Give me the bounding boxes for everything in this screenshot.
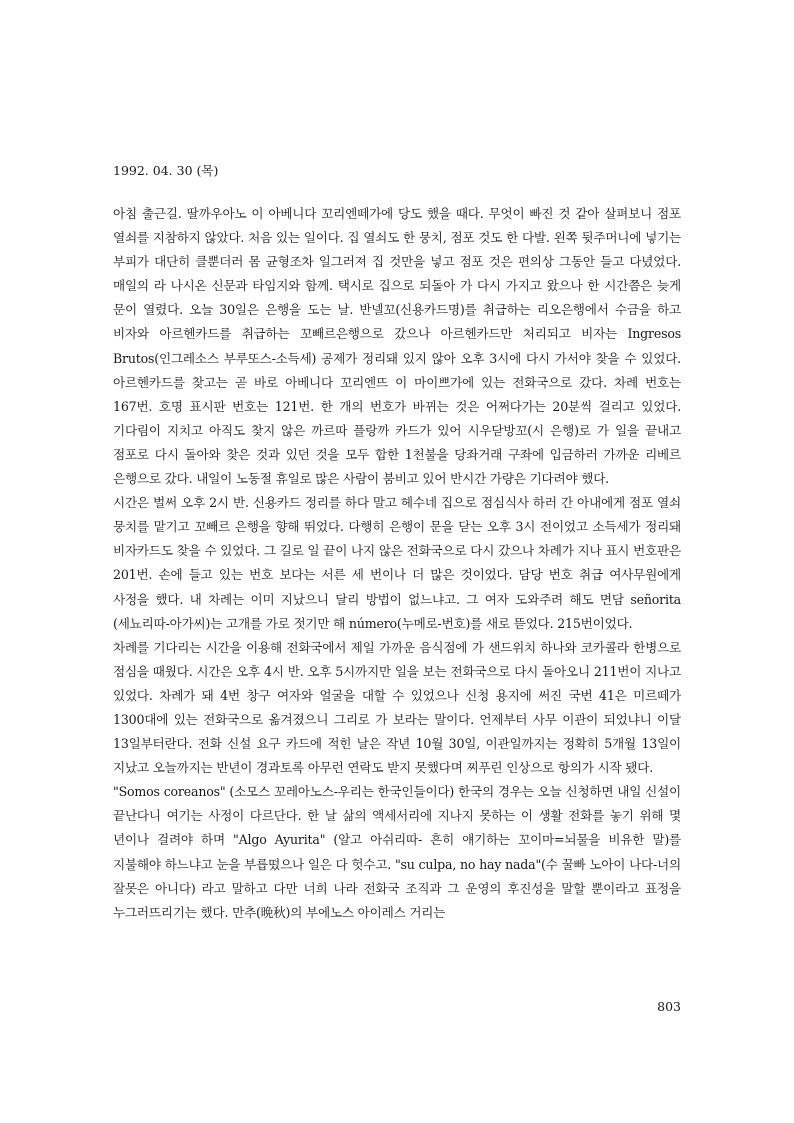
diary-date-heading: 1992. 04. 30 (목) <box>113 163 219 178</box>
page-number: 803 <box>657 999 681 1014</box>
body-paragraph: 아침 출근길. 딸까우아노 이 아베니다 꼬리엔떼가에 당도 했을 때다. 무엇이 빠진 것 같아 살펴보니 점포 열쇠를 지참하지 않았다. 처음 있는 일이다. 집 열쇠도 한 뭉치, 점포 것도 한 다발. 왼쪽 뒷주머니에 넣기는 부피가 대단히 클뿐더러 몸 균형조차 일그러져 집 것만을 넣고 점포 것은 편의상 그동안 들고 다녔었다. 매일의 라 나시온 신문과 타임지와 함께. 택시로 집으로 되돌아 가 다시 가지고 왔으나 한 시간쯤은 늦게 문이 열렸다. 오늘 30일은 은행을 도는 날. 반넬꼬(신용카드명)를 취급하는 리오은행에서 수금을 하고 비자와 아르헨카드를 취급하는 꼬빼르은행으로 갔으나 아르헨카드만 처리되고 비자는 Ingresos Brutos(인그레소스 부루또스-소득세) 공제가 정리돼 있지 않아 오후 3시에 다시 가서야 찾을 수 있었다. 아르헨카드를 찾고는 곧 바로 아베니다 꼬리엔뜨 이 마이쁘가에 있는 전화국으로 갔다. 차례 번호는 167번. 호명 표시판 번호는 121번. 한 개의 번호가 바뀌는 것은 어쩌다가는 20분씩 걸리고 있었다. 기다림이 지치고 아직도 찾지 않은 까르따 플랑까 카드가 있어 시우닫방꼬(시 은행)로 가 일을 끝내고 점포로 다시 돌아와 찾은 것과 있던 것을 모두 합한 1천불을 당좌거래 구좌에 입금하러 가까운 리베르 은행으로 갔다. 내일이 노동절 휴일로 많은 사람이 붐비고 있어 반시간 가량은 기다려야 했다. <box>113 206 681 487</box>
body-paragraph: 차례를 기다리는 시간을 이용해 전화국에서 제일 가까운 음식점에 가 샌드위치 하나와 코카콜라 한병으로 점심을 때웠다. 시간은 오후 4시 반. 오후 5시까지만 일을 보는 전화국으로 다시 돌아오니 211번이 지나고 있었다. 차례가 돼 4번 창구 여자와 얼굴을 대할 수 있었으나 신청 용지에 써진 국번 41은 미르떼가 1300대에 있는 전화국으로 옮겨졌으니 그리로 가 보라는 말이다. 언제부터 사무 이관이 되었냐니 이달 13일부터란다. 전화 신설 요구 카드에 적힌 날은 작년 10월 30일, 이관일까지는 정확히 5개월 13일이 지났고 오늘까지는 반년이 경과토록 아무런 연락도 받지 못했다며 찌푸린 인상으로 항의가 시작 됐다. <box>113 639 681 776</box>
diary-body <box>113 202 681 925</box>
body-paragraph: "Somos coreanos" (소모스 꼬레아노스-우리는 한국인들이다) 한국의 경우는 오늘 신청하면 내일 신설이 끝난다니 여기는 사정이 다르단다. 한 날 삶의 액세서리에 지나지 못하는 이 생활 전화를 놓기 위해 몇 년이나 걸려야 하며 "Algo Ayurita" (알고 아쉬리따- 흔히 얘기하는 꼬이마=뇌물을 비유한 말)를 지불해야 하느냐고 눈을 부릅떴으나 일은 다 헛수고. "su culpa, no hay nada"(수 꿀빠 노아이 나다-너의 잘못은 아니다) 라고 말하고 다만 너희 나라 전화국 조직과 그 운영의 후진성을 말할 뿐이라고 표정을 누그러뜨리기는 했다. 만추(晩秋)의 부에노스 아이레스 거리는 <box>113 784 681 920</box>
document-page <box>113 0 681 1123</box>
body-paragraph: 시간은 벌써 오후 2시 반. 신용카드 정리를 하다 말고 헤수네 집으로 점심식사 하러 간 아내에게 점포 열쇠 뭉치를 맡기고 꼬빼르 은행을 향해 뛰었다. 다행히 은행이 문을 닫는 오후 3시 전이었고 소득세가 정리돼 비자카드도 찾을 수 있었다. 그 길로 일 끝이 나지 않은 전화국으로 다시 갔으나 차례가 지나 표시 번호판은 201번. 손에 들고 있는 번호 보다는 서른 세 번이나 더 많은 것이었다. 담당 번호 취급 여사무원에게 사정을 했다. 내 차례는 이미 지났으니 달리 방법이 없느냐고. 그 여자 도와주려 해도 면담 señorita (세뇨리따-아가씨)는 고개를 가로 젓기만 해 número(누메로-번호)를 새로 뜯었다. 215번이었다. <box>113 495 681 631</box>
